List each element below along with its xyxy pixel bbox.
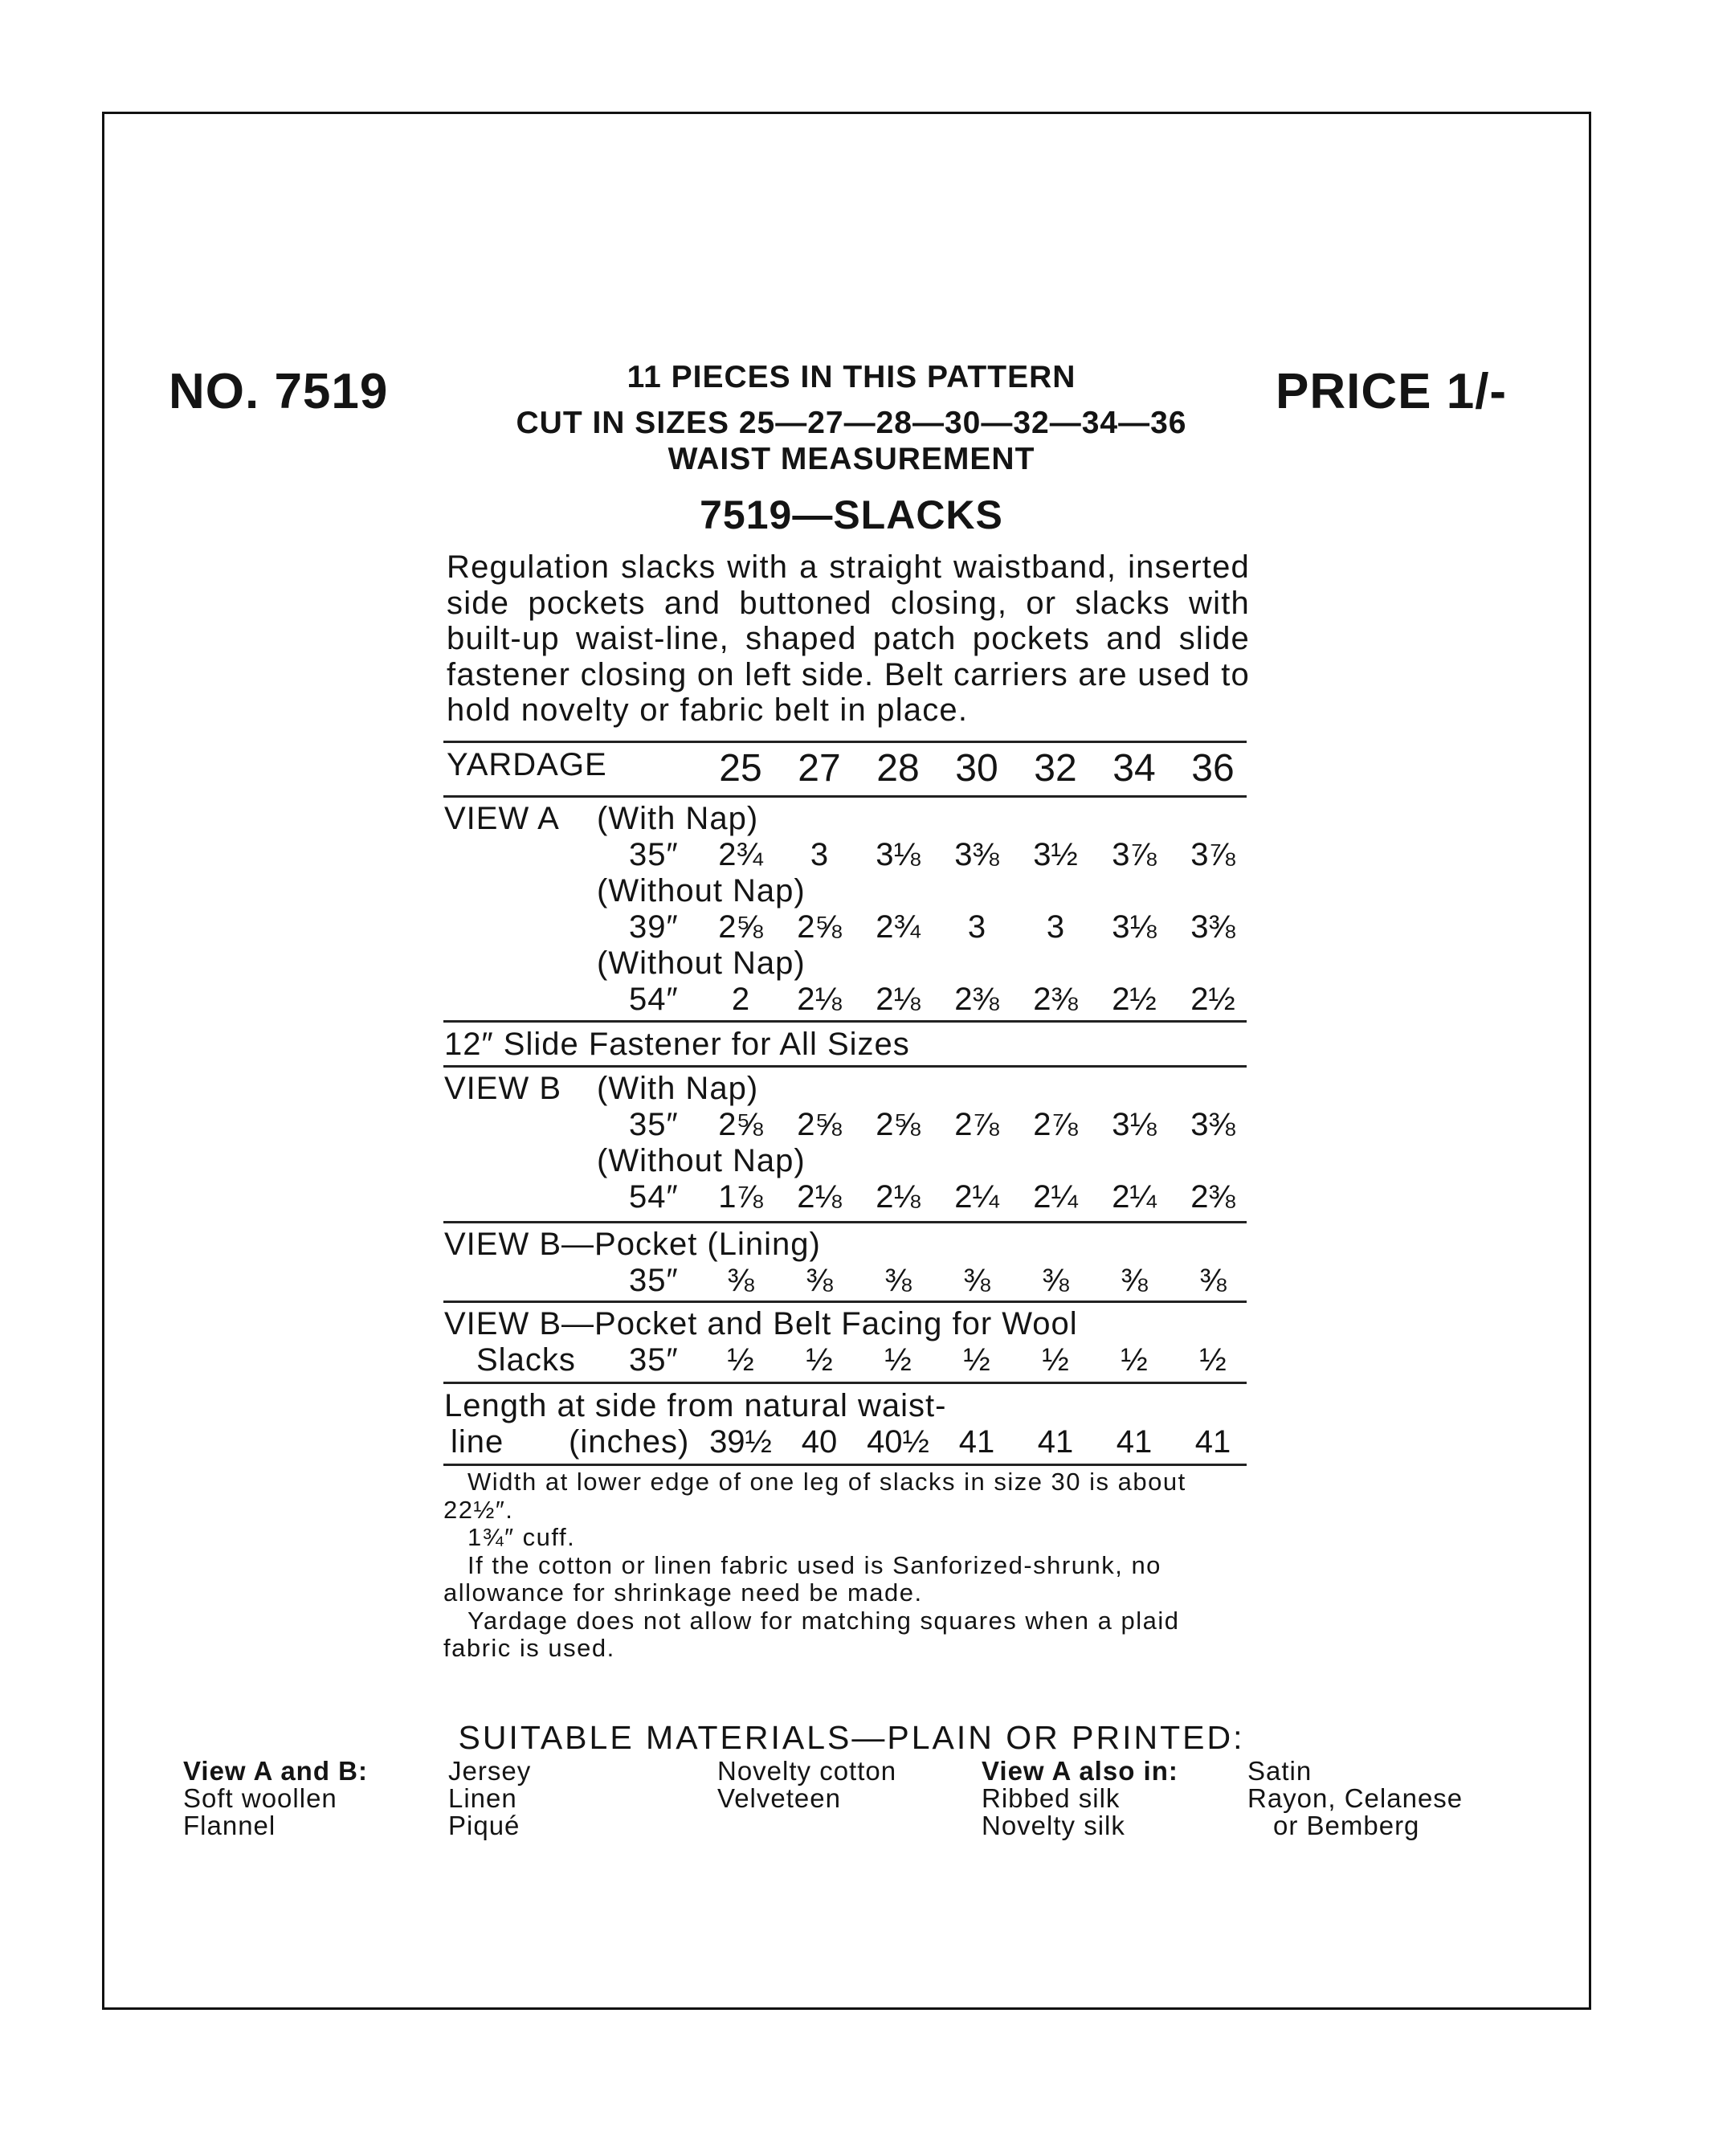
- yardage-value: 2¼: [1112, 1179, 1157, 1215]
- yardage-value: ½: [1042, 1342, 1069, 1378]
- yardage-value: ⅜: [963, 1263, 990, 1298]
- table-rule: [443, 1301, 1247, 1303]
- yardage-value: 2⅝: [876, 1107, 921, 1142]
- yardage-value: 3⅜: [954, 837, 999, 872]
- yardage-value: 3⅞: [1112, 837, 1157, 872]
- nap-label: (Without Nap): [597, 1143, 806, 1178]
- yardage-heading: YARDAGE: [447, 747, 607, 782]
- yardage-value: 2¼: [954, 1179, 999, 1215]
- yardage-value: 2⅝: [797, 909, 842, 945]
- material-item: Satin: [1247, 1756, 1312, 1786]
- materials-col-2: [448, 1758, 531, 1840]
- view-b-label: VIEW B: [444, 1071, 562, 1106]
- yardage-value: 2⅛: [797, 982, 842, 1017]
- table-rule: [443, 1020, 1247, 1023]
- yardage-value: 3½: [1033, 837, 1078, 872]
- yardage-value: ½: [1121, 1342, 1148, 1378]
- yardage-value: ½: [727, 1342, 754, 1378]
- measurement-type: WAIST MEASUREMENT: [667, 442, 1035, 476]
- yardage-value: 3⅜: [1190, 909, 1235, 945]
- yardage-value: 41: [958, 1424, 995, 1460]
- material-item: Velveteen: [717, 1783, 841, 1813]
- page-title: 7519—SLACKS: [700, 492, 1003, 537]
- yardage-value: 41: [1116, 1424, 1153, 1460]
- yardage-value: 2½: [1190, 982, 1235, 1017]
- yardage-value: 3⅞: [1190, 837, 1235, 872]
- nap-label: (With Nap): [597, 801, 759, 836]
- material-item: Soft woollen: [183, 1783, 337, 1813]
- length-label-2: line: [451, 1424, 504, 1460]
- table-rule: [443, 1464, 1247, 1466]
- material-item: Novelty cotton: [717, 1756, 897, 1786]
- yardage-value: 3: [810, 837, 829, 872]
- yardage-value: 2⅞: [954, 1107, 999, 1142]
- size-range: CUT IN SIZES 25—27—28—30—32—34—36: [516, 406, 1187, 440]
- size-header: 28: [876, 747, 920, 790]
- materials-col-3: [717, 1758, 896, 1812]
- price: PRICE 1/-: [1276, 364, 1508, 419]
- material-item: or Bemberg: [1273, 1811, 1420, 1840]
- note: Width at lower edge of one leg of slacks in size 30 is about 22½″.: [443, 1468, 1186, 1524]
- yardage-value: 2⅛: [876, 982, 921, 1017]
- materials-col-1-head: View A and B:: [183, 1756, 368, 1786]
- length-label: Length at side from natural waist-: [444, 1388, 947, 1423]
- yardage-value: 3⅜: [1190, 1107, 1235, 1142]
- yardage-value: ⅜: [1199, 1263, 1227, 1298]
- yardage-value: 3⅛: [1112, 1107, 1157, 1142]
- size-header: 34: [1112, 747, 1156, 790]
- yardage-value: 2⅝: [718, 1107, 763, 1142]
- pocket-belt-width: 35″: [629, 1342, 679, 1378]
- nap-label: (Without Nap): [597, 873, 806, 909]
- fabric-width: 54″: [629, 1179, 679, 1215]
- yardage-value: 2⅜: [954, 982, 999, 1017]
- pattern-number: NO. 7519: [169, 364, 389, 419]
- material-item: Ribbed silk: [982, 1783, 1121, 1813]
- pocket-lining-width: 35″: [629, 1263, 679, 1298]
- table-rule: [443, 1382, 1247, 1384]
- fastener-note: 12″ Slide Fastener for All Sizes: [444, 1027, 910, 1062]
- yardage-value: 3: [1046, 909, 1065, 945]
- fabric-width: 39″: [629, 909, 679, 945]
- fabric-width: 35″: [629, 1107, 679, 1142]
- table-rule: [443, 1221, 1247, 1223]
- size-header: 32: [1034, 747, 1077, 790]
- yardage-value: 2⅞: [1033, 1107, 1078, 1142]
- table-rule: [443, 795, 1247, 798]
- nap-label: (Without Nap): [597, 945, 806, 981]
- material-item: Jersey: [448, 1756, 532, 1786]
- yardage-value: 2⅝: [797, 1107, 842, 1142]
- description: Regulation slacks with a straight waistband, inserted side pockets and buttoned closing, or slacks with built-up waist-line, shaped patch pockets and slide fastener closing on left side. Belt carriers are used to hold novelty or fabric belt in place.: [447, 549, 1250, 728]
- yardage-value: 40: [801, 1424, 838, 1460]
- yardage-value: 2½: [1112, 982, 1157, 1017]
- yardage-value: 2¼: [1033, 1179, 1078, 1215]
- yardage-value: 1⅞: [718, 1179, 763, 1215]
- note: 1¾″ cuff.: [467, 1523, 576, 1551]
- yardage-value: 41: [1194, 1424, 1231, 1460]
- yardage-value: ⅜: [1121, 1263, 1148, 1298]
- notes: [443, 1468, 1231, 1663]
- note: If the cotton or linen fabric used is Sanforized-shrunk, no allowance for shrinkage need be made.: [443, 1550, 1161, 1607]
- table-rule: [443, 1065, 1247, 1068]
- pocket-lining-label: VIEW B—Pocket (Lining): [444, 1227, 821, 1262]
- materials-col-5: [1247, 1758, 1463, 1840]
- view-a-label: VIEW A: [444, 801, 560, 836]
- material-item: Novelty silk: [982, 1811, 1125, 1840]
- yardage-value: 3⅛: [876, 837, 921, 872]
- yardage-value: 2⅜: [1190, 1179, 1235, 1215]
- material-item: Linen: [448, 1783, 517, 1813]
- yardage-value: 41: [1037, 1424, 1074, 1460]
- yardage-value: ⅜: [1042, 1263, 1069, 1298]
- fabric-width: 35″: [629, 837, 679, 872]
- yardage-value: 2⅝: [718, 909, 763, 945]
- materials-heading: SUITABLE MATERIALS—PLAIN OR PRINTED:: [458, 1719, 1245, 1756]
- yardage-value: ½: [806, 1342, 833, 1378]
- note: Yardage does not allow for matching squares when a plaid fabric is used.: [443, 1606, 1180, 1662]
- pocket-belt-label-2: Slacks: [476, 1342, 576, 1378]
- yardage-value: 2¾: [718, 837, 763, 872]
- yardage-value: ½: [884, 1342, 912, 1378]
- size-header: 30: [955, 747, 998, 790]
- length-unit: (inches): [569, 1424, 690, 1460]
- nap-label: (With Nap): [597, 1071, 759, 1106]
- yardage-value: 2⅛: [876, 1179, 921, 1215]
- materials-col-1: [183, 1758, 368, 1840]
- materials-col-4-head: View A also in:: [982, 1756, 1178, 1786]
- size-header: 36: [1191, 747, 1235, 790]
- table-rule: [443, 741, 1247, 743]
- yardage-value: 2: [731, 982, 750, 1017]
- yardage-value: ½: [1199, 1342, 1227, 1378]
- pocket-belt-label: VIEW B—Pocket and Belt Facing for Wool: [444, 1306, 1078, 1341]
- yardage-value: 2⅛: [797, 1179, 842, 1215]
- yardage-value: 39½: [709, 1424, 772, 1460]
- yardage-value: ⅜: [884, 1263, 912, 1298]
- size-header: 25: [719, 747, 762, 790]
- material-item: Piqué: [448, 1811, 520, 1840]
- yardage-value: 3: [967, 909, 986, 945]
- yardage-value: ½: [963, 1342, 990, 1378]
- yardage-value: 2⅜: [1033, 982, 1078, 1017]
- material-item: Rayon, Celanese: [1247, 1783, 1464, 1813]
- yardage-value: 3⅛: [1112, 909, 1157, 945]
- fabric-width: 54″: [629, 982, 679, 1017]
- yardage-value: 2¾: [876, 909, 921, 945]
- materials-col-4: [982, 1758, 1178, 1840]
- yardage-value: 40½: [867, 1424, 929, 1460]
- material-item: Flannel: [183, 1811, 276, 1840]
- yardage-value: ⅜: [806, 1263, 833, 1298]
- pieces-count: 11 PIECES IN THIS PATTERN: [627, 360, 1076, 394]
- yardage-value: ⅜: [727, 1263, 754, 1298]
- size-header: 27: [798, 747, 841, 790]
